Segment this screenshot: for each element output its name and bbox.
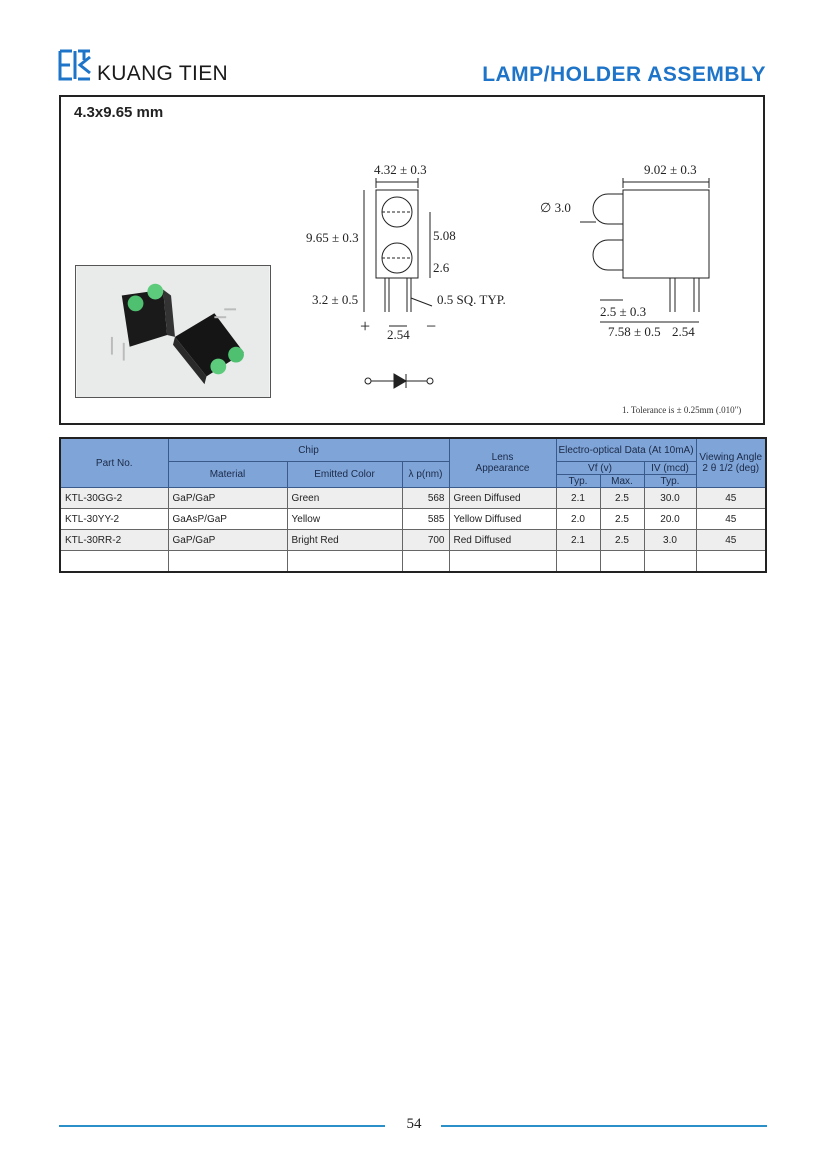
dim-side-pitch: 2.54 xyxy=(672,324,695,339)
dim-lens-diameter: ∅ 3.0 xyxy=(540,200,571,215)
header-vf-max: Max. xyxy=(600,475,644,488)
cell-angle: 45 xyxy=(696,488,766,509)
cell-color: Green xyxy=(287,488,402,509)
document-title: LAMP/HOLDER ASSEMBLY xyxy=(482,63,766,86)
cell-vf-max: 2.5 xyxy=(600,509,644,530)
cell-vf-typ: 2.0 xyxy=(556,509,600,530)
green-lens-icon xyxy=(128,296,144,312)
product-photo xyxy=(75,265,271,398)
cell-lambda: 585 xyxy=(402,509,449,530)
header-lens-line2: Appearance xyxy=(475,463,530,474)
cell-iv-typ: 30.0 xyxy=(644,488,696,509)
table-row xyxy=(60,530,766,551)
header-lambda: λ p(nm) xyxy=(402,462,449,488)
cell-material: GaP/GaP xyxy=(168,530,287,551)
header-viewing-angle xyxy=(696,438,766,488)
header-lens xyxy=(449,438,556,488)
cell-vf-max: 2.5 xyxy=(600,488,644,509)
cell-angle: 45 xyxy=(696,509,766,530)
header-lens-line1: Lens xyxy=(491,452,514,463)
tolerance-note: 1. Tolerance is ± 0.25mm (.010") xyxy=(622,405,742,415)
cell-iv-typ: 3.0 xyxy=(644,530,696,551)
page-number: 54 xyxy=(406,1116,422,1132)
dim-height: 9.65 ± 0.3 xyxy=(306,230,359,245)
cell-lambda: 568 xyxy=(402,488,449,509)
cell-vf-typ: 2.1 xyxy=(556,530,600,551)
header-vf-typ: Typ. xyxy=(556,475,600,488)
dim-side-width: 9.02 ± 0.3 xyxy=(644,162,697,177)
header-material: Material xyxy=(168,462,287,488)
cell-part: KTL-30GG-2 xyxy=(60,488,168,509)
cell-part: KTL-30YY-2 xyxy=(60,509,168,530)
footer-rule-right xyxy=(441,1125,767,1127)
cell-material: GaP/GaP xyxy=(168,488,287,509)
table-row-empty xyxy=(60,551,766,573)
cell-part: KTL-30RR-2 xyxy=(60,530,168,551)
header-chip: Chip xyxy=(168,438,449,462)
brand-name: KUANG TIEN xyxy=(97,62,228,85)
header-iv-typ: Typ. xyxy=(644,475,696,488)
cell-iv-typ: 20.0 xyxy=(644,509,696,530)
size-label: 4.3x9.65 mm xyxy=(74,104,164,121)
kuang-tien-logo-icon xyxy=(58,48,92,82)
cell-vf-typ: 2.1 xyxy=(556,488,600,509)
spec-table xyxy=(59,437,767,573)
dim-side-offset: 7.58 ± 0.5 xyxy=(608,324,661,339)
table-row xyxy=(60,488,766,509)
header-part-no: Part No. xyxy=(60,438,168,488)
header-angle-line2: 2 θ 1/2 (deg) xyxy=(702,463,760,474)
dim-lead-length: 3.2 ± 0.5 xyxy=(312,292,359,307)
dim-side-lead: 2.5 ± 0.3 xyxy=(600,304,647,319)
cell-angle: 45 xyxy=(696,530,766,551)
header-electro-optical: Electro-optical Data (At 10mA) xyxy=(556,438,696,462)
polarity-plus: + xyxy=(360,316,371,336)
header-iv: IV (mcd) xyxy=(644,462,696,475)
cell-lens: Green Diffused xyxy=(449,488,556,509)
footer-rule-left xyxy=(59,1125,385,1127)
cell-lambda: 700 xyxy=(402,530,449,551)
dim-lead-pitch: 2.54 xyxy=(387,327,410,342)
header-emitted-color: Emitted Color xyxy=(287,462,402,488)
dim-pitch-b: 2.6 xyxy=(433,260,450,275)
header-angle-line1: Viewing Angle xyxy=(699,452,763,463)
cell-lens: Yellow Diffused xyxy=(449,509,556,530)
dim-lead-square: 0.5 SQ. TYP. xyxy=(437,292,506,307)
cell-material: GaAsP/GaP xyxy=(168,509,287,530)
cell-color: Bright Red xyxy=(287,530,402,551)
dim-pitch-a: 5.08 xyxy=(433,228,456,243)
dim-width-top: 4.32 ± 0.3 xyxy=(374,162,427,177)
table-row xyxy=(60,509,766,530)
header-vf: Vf (v) xyxy=(556,462,644,475)
cell-color: Yellow xyxy=(287,509,402,530)
polarity-minus: − xyxy=(426,316,437,336)
technical-drawing xyxy=(290,150,760,420)
cell-vf-max: 2.5 xyxy=(600,530,644,551)
cell-lens: Red Diffused xyxy=(449,530,556,551)
